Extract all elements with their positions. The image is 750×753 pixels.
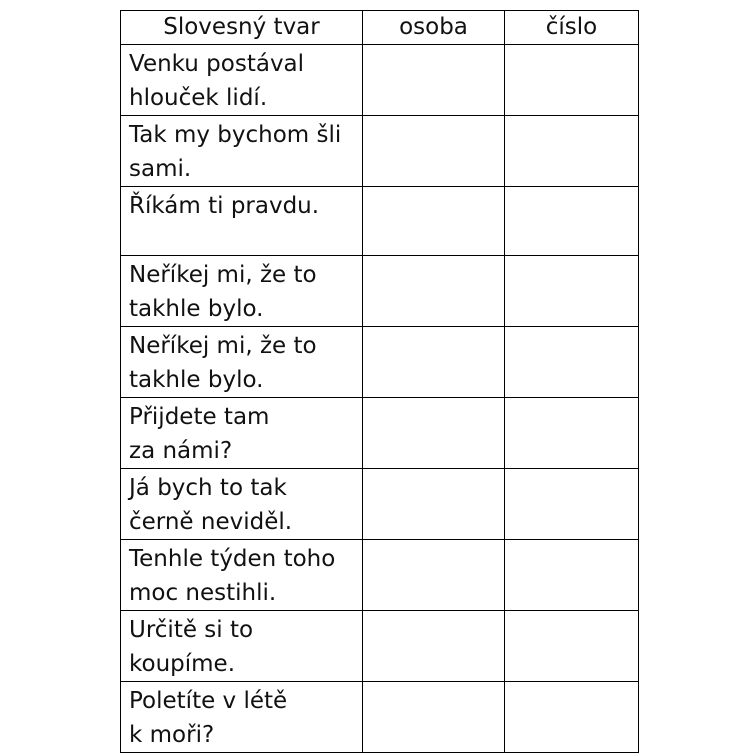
table-row xyxy=(121,256,639,327)
table-row xyxy=(121,327,639,398)
number-answer-cell[interactable] xyxy=(505,256,639,327)
table-row xyxy=(121,45,639,116)
sentence-text: Poletíte v létě k moři? xyxy=(129,688,288,748)
sentence-text: Tenhle týden toho moc nestihli. xyxy=(129,546,336,606)
header-verb-form: Slovesný tvar xyxy=(121,11,363,45)
sentence-cell xyxy=(121,469,363,540)
number-answer-cell[interactable] xyxy=(505,540,639,611)
sentence-text: Neříkej mi, že to takhle bylo. xyxy=(129,333,317,393)
sentence-text: Já bych to tak černě neviděl. xyxy=(129,475,293,535)
table-row xyxy=(121,469,639,540)
number-answer-cell[interactable] xyxy=(505,682,639,753)
number-answer-cell[interactable] xyxy=(505,327,639,398)
number-answer-cell[interactable] xyxy=(505,187,639,256)
sentence-cell xyxy=(121,116,363,187)
worksheet xyxy=(120,10,639,753)
sentence-text: Venku postával hlouček lidí. xyxy=(129,51,305,111)
number-answer-cell[interactable] xyxy=(505,611,639,682)
sentence-text: Určitě si to koupíme. xyxy=(129,617,254,677)
person-answer-cell[interactable] xyxy=(363,611,505,682)
table-row xyxy=(121,187,639,256)
person-answer-cell[interactable] xyxy=(363,187,505,256)
person-answer-cell[interactable] xyxy=(363,682,505,753)
sentence-cell xyxy=(121,45,363,116)
sentence-text: Říkám ti pravdu. xyxy=(129,193,320,219)
table-row xyxy=(121,611,639,682)
sentence-cell xyxy=(121,187,363,256)
person-answer-cell[interactable] xyxy=(363,256,505,327)
person-answer-cell[interactable] xyxy=(363,398,505,469)
table-row xyxy=(121,682,639,753)
person-answer-cell[interactable] xyxy=(363,116,505,187)
sentence-cell xyxy=(121,540,363,611)
table-row xyxy=(121,398,639,469)
sentence-text: Přijdete tam za námi? xyxy=(129,404,270,464)
header-person: osoba xyxy=(363,11,505,45)
sentence-cell xyxy=(121,682,363,753)
verb-form-table xyxy=(120,10,639,753)
sentence-cell xyxy=(121,398,363,469)
sentence-text: Neříkej mi, že to takhle bylo. xyxy=(129,262,317,322)
number-answer-cell[interactable] xyxy=(505,398,639,469)
person-answer-cell[interactable] xyxy=(363,469,505,540)
sentence-cell xyxy=(121,256,363,327)
sentence-cell xyxy=(121,611,363,682)
number-answer-cell[interactable] xyxy=(505,45,639,116)
table-row xyxy=(121,540,639,611)
person-answer-cell[interactable] xyxy=(363,327,505,398)
header-row xyxy=(121,11,639,45)
sentence-cell xyxy=(121,327,363,398)
person-answer-cell[interactable] xyxy=(363,45,505,116)
number-answer-cell[interactable] xyxy=(505,116,639,187)
table-row xyxy=(121,116,639,187)
header-number: číslo xyxy=(505,11,639,45)
person-answer-cell[interactable] xyxy=(363,540,505,611)
number-answer-cell[interactable] xyxy=(505,469,639,540)
sentence-text: Tak my bychom šli sami. xyxy=(129,122,342,182)
